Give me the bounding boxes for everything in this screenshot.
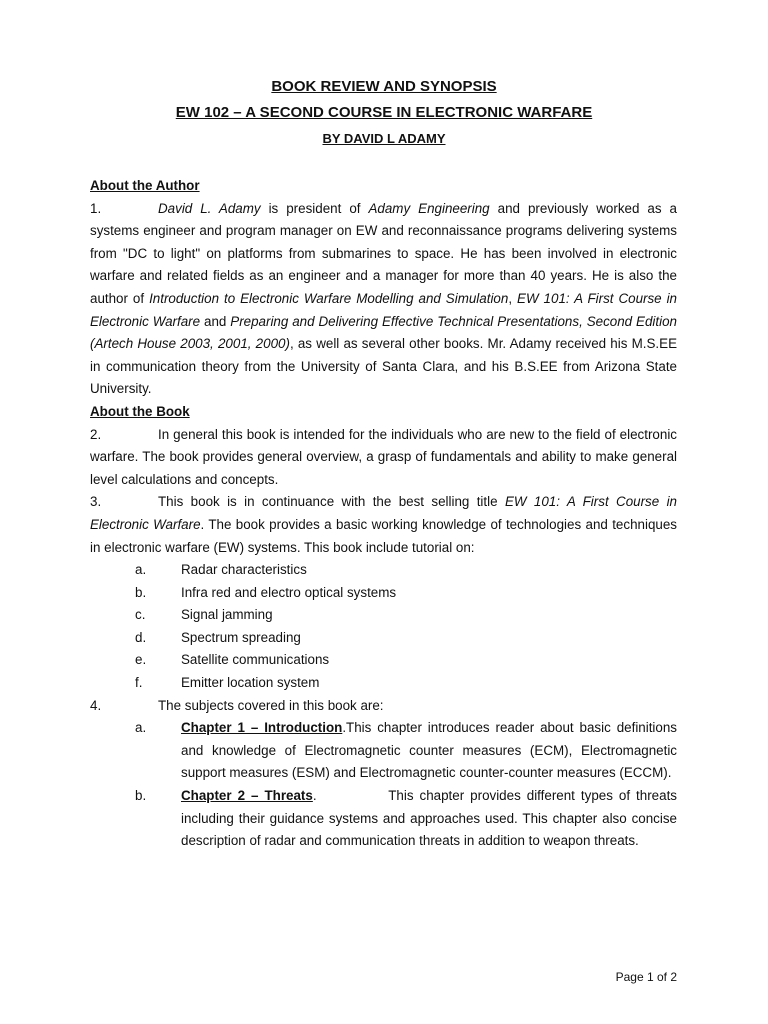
chapter-text bbox=[181, 785, 681, 853]
list-item bbox=[90, 627, 677, 650]
paragraph-text: In general this book is intended for the individuals who are new to the field of electronic warfare. The book provides general overview, a grasp of fundamentals and ability to make general level calculations and concepts. bbox=[90, 426, 677, 487]
list-letter: c. bbox=[135, 607, 146, 623]
list-item bbox=[90, 672, 677, 695]
paragraph-text: This book is in continuance with the best selling title bbox=[158, 494, 505, 510]
chapter-title: Chapter 1 – Introduction bbox=[181, 720, 343, 736]
list-item bbox=[90, 649, 677, 672]
list-letter: b. bbox=[135, 584, 147, 600]
topic-list bbox=[90, 559, 677, 695]
paragraph-2 bbox=[90, 424, 677, 492]
list-text: Emitter location system bbox=[181, 675, 320, 691]
book-title-ref: Preparing and Delivering Effective Technical Presentations, Second Edition (Artech House 2003, 2001, 2000) bbox=[90, 313, 677, 352]
document-body bbox=[90, 175, 681, 853]
heading-about-author: About the Author bbox=[90, 178, 200, 193]
list-text: Radar characteristics bbox=[181, 562, 307, 578]
chapter-description: .This chapter introduces reader about basic definitions and knowledge of Electromagnetic counter measures (ECM), Electromagnetic support measures (ESM) and Electromagnetic counter-counter measures (ECCM). bbox=[181, 720, 677, 781]
chapter-item bbox=[90, 785, 681, 853]
list-text: Signal jamming bbox=[181, 607, 273, 623]
paragraph-text: and bbox=[200, 313, 231, 329]
paragraph-text: The subjects covered in this book are: bbox=[158, 697, 384, 713]
list-item bbox=[90, 559, 677, 582]
paragraph-number: 3. bbox=[90, 494, 102, 510]
list-text: Infra red and electro optical systems bbox=[181, 584, 397, 600]
paragraph-text: , bbox=[508, 290, 518, 306]
chapter-text bbox=[181, 717, 677, 785]
page-number: Page 1 of 2 bbox=[615, 970, 677, 984]
author-byline: BY DAVID L ADAMY bbox=[322, 131, 446, 146]
paragraph-number: 1. bbox=[90, 200, 102, 216]
author-name: David L. Adamy bbox=[158, 200, 261, 216]
paragraph-text: . The book provides a basic working knowledge of technologies and techniques in electronic warfare (EW) systems. This book include tutorial on: bbox=[90, 516, 677, 555]
list-item bbox=[90, 604, 677, 627]
chapter-description: . This chapter provides different types of threats including their guidance systems and approaches used. This chapter also concise description of radar and communication threats in addition to weapon threats. bbox=[181, 788, 681, 849]
paragraph-text: , as well as several other books. Mr. Adamy received his M.S.EE in communication theory from the University of Santa Clara, and his B.S.EE from Arizona State University. bbox=[90, 336, 677, 397]
company-name: Adamy Engineering bbox=[368, 200, 490, 216]
chapter-title: Chapter 2 – Threats bbox=[181, 788, 313, 804]
list-letter: a. bbox=[135, 562, 147, 578]
list-letter: f. bbox=[135, 675, 143, 691]
paragraph-number: 4. bbox=[90, 697, 102, 713]
book-title-ref: Introduction to Electronic Warfare Modelling and Simulation bbox=[149, 290, 509, 306]
chapter-item bbox=[90, 717, 677, 785]
list-text: Satellite communications bbox=[181, 652, 330, 668]
list-item bbox=[90, 582, 677, 605]
list-letter: e. bbox=[135, 652, 147, 668]
book-title: EW 102 – A SECOND COURSE IN ELECTRONIC WARFARE bbox=[175, 104, 593, 121]
paragraph-3 bbox=[90, 491, 677, 559]
paragraph-text: is president of bbox=[260, 200, 369, 216]
paragraph-4 bbox=[90, 695, 677, 718]
book-title-ref: EW 101: A First Course in Electronic Warfare bbox=[90, 290, 678, 329]
chapter-list bbox=[90, 717, 681, 853]
paragraph-number: 2. bbox=[90, 426, 102, 442]
list-letter: a. bbox=[135, 720, 147, 736]
list-letter: b. bbox=[135, 788, 147, 804]
heading-about-book: About the Book bbox=[90, 403, 190, 419]
document-title: BOOK REVIEW AND SYNOPSIS bbox=[271, 78, 497, 95]
list-letter: d. bbox=[135, 629, 147, 645]
list-text: Spectrum spreading bbox=[181, 629, 301, 645]
paragraph-text: and previously worked as a systems engineer and program manager on EW and reconnaissance programs delivering systems from "DC to light" on platforms from submarines to space. He has been involved in electronic warfare and related fields as an engineer and a manager for more than 40 years. He is also the author of bbox=[90, 200, 677, 306]
book-title-ref: EW 101: A First Course in Electronic Warfare bbox=[90, 494, 677, 532]
paragraph-1 bbox=[90, 198, 677, 401]
